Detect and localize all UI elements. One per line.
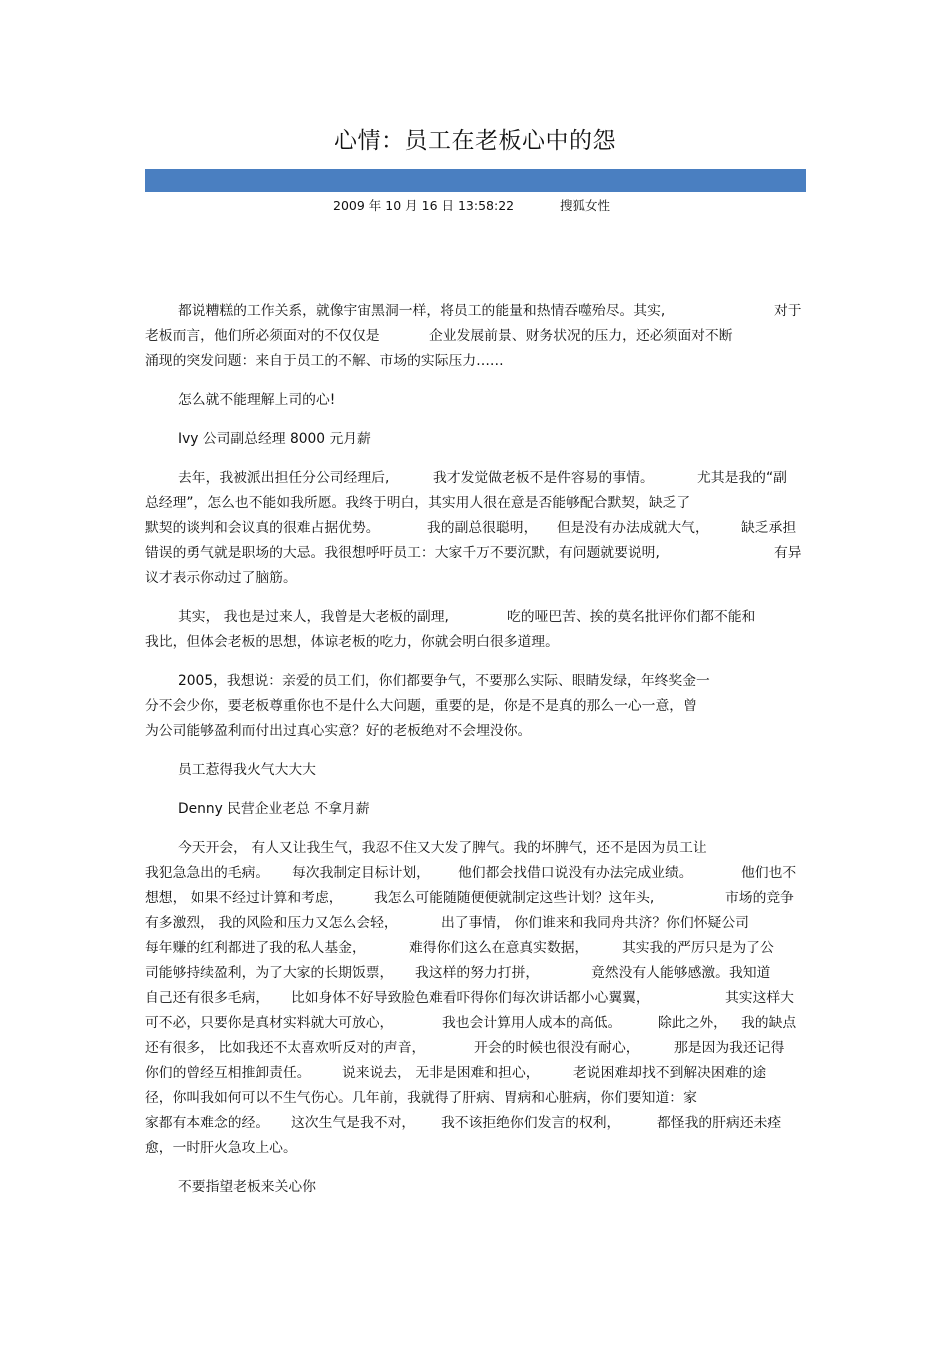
- text-line: 我才发觉做老板不是件容易的事情。: [433, 470, 654, 486]
- publish-date: 2009 年 10 月 16 日 13:58:22: [333, 198, 515, 213]
- text-line: 去年，我被派出担任分公司经理后,: [178, 470, 390, 486]
- text-line: 竟然没有人能够感激。我知道: [591, 965, 771, 981]
- speaker-text: Ivy 公司副总经理 8000 元月薪: [178, 431, 371, 447]
- text-line: 我的缺点: [741, 1015, 797, 1031]
- text-line: 老说困难却找不到解决困难的途: [573, 1065, 767, 1081]
- paragraph-intro: [145, 299, 806, 374]
- title-rule-bar: [145, 169, 806, 192]
- section-heading: [145, 758, 806, 783]
- text-line: 可不必，只要你是真材实料就大可放心，: [145, 1015, 394, 1031]
- text-line: 我比，但体会老板的思想，体谅老板的吃力，你就会明白很多道理。: [145, 634, 559, 650]
- text-line: 其实我的严厉只是为了公: [622, 940, 774, 956]
- text-line: 错误的勇气就是职场的大忌。我很想呼吁员工：大家千万不要沉默，有问题就要说明,: [145, 545, 660, 561]
- speaker-text: Denny 民营企业老总 不拿月薪: [178, 801, 370, 817]
- text-line: 自己还有很多毛病，: [145, 990, 270, 1006]
- heading-text: 怎么就不能理解上司的心!: [178, 392, 336, 408]
- text-line: 总经理”，怎么也不能如我所愿。我终于明白，其实用人很在意是否能够配合默契，缺乏了: [145, 495, 691, 511]
- text-line: 径，你叫我如何可以不生气伤心。几年前，我就得了肝病、胃病和心脏病，你们要知道：家: [145, 1090, 697, 1106]
- paragraph: [145, 605, 806, 655]
- text-line: 对于: [774, 303, 802, 319]
- text-line: 分不会少你，要老板尊重你也不是什么大问题，重要的是，你是不是真的那么一心一意，曾: [145, 698, 697, 714]
- text-line: 企业发展前景、财务状况的压力，还必须面对不断: [429, 328, 733, 344]
- section-heading: [145, 1175, 806, 1200]
- text-line: 除此之外，: [658, 1015, 727, 1031]
- text-line: 今天开会， 有人又让我生气，我忍不住又大发了脾气。我的坏脾气，还不是因为员工让: [178, 840, 707, 856]
- text-line: 他们都会找借口说没有办法完成业绩。: [458, 865, 693, 881]
- text-line: 那是因为我还记得: [674, 1040, 785, 1056]
- text-line: 还有很多， 比如我还不太喜欢听反对的声音，: [145, 1040, 426, 1056]
- text-line: 尤其是我的“副: [697, 470, 787, 486]
- text-line: 家都有本难念的经。: [145, 1115, 270, 1131]
- speaker-line: [145, 427, 806, 452]
- text-line: 这次生气是我不对，: [291, 1115, 416, 1131]
- text-line: 其实这样大: [725, 990, 794, 1006]
- article-title: 心情：员工在老板心中的怨: [334, 128, 616, 154]
- text-line: 出了事情， 你们谁来和我同舟共济？你们怀疑公司: [441, 915, 749, 931]
- text-line: 其实， 我也是过来人，我曾是大老板的副理,: [178, 609, 449, 625]
- text-line: 我也会计算用人成本的高低。: [442, 1015, 622, 1031]
- text-line: 但是没有办法成就大气，: [557, 520, 709, 536]
- text-line: 我不该拒绝你们发言的权利，: [441, 1115, 621, 1131]
- text-line: 我的副总很聪明，: [427, 520, 538, 536]
- text-line: 议才表示你动过了脑筋。: [145, 570, 297, 586]
- text-line: 比如身体不好导致脸色难看吓得你们每次讲话都小心翼翼，: [291, 990, 650, 1006]
- text-line: 吃的哑巴苦、挨的莫名批评你们都不能和: [507, 609, 756, 625]
- text-line: 我怎么可能随随便便就制定这些计划？这年头,: [374, 890, 655, 906]
- text-line: 你们的曾经互相推卸责任。: [145, 1065, 311, 1081]
- paragraph: [145, 466, 806, 591]
- text-line: 说来说去， 无非是困难和担心，: [342, 1065, 540, 1081]
- text-line: 难得你们这么在意真实数据，: [409, 940, 589, 956]
- text-line: 开会的时候也很没有耐心，: [474, 1040, 640, 1056]
- text-line: 都怪我的肝病还未痊: [657, 1115, 782, 1131]
- text-line: 愈，一时肝火急攻上心。: [145, 1140, 297, 1156]
- text-line: 司能够持续盈利，为了大家的长期饭票，: [145, 965, 394, 981]
- text-line: 默契的谈判和会议真的很难占据优势。: [145, 520, 380, 536]
- text-line: 市场的竞争: [725, 890, 794, 906]
- text-line: 缺乏承担: [741, 520, 797, 536]
- text-line: 2005，我想说：亲爱的员工们，你们都要争气，不要那么实际、眼睛发绿，年终奖金一: [178, 673, 710, 689]
- text-line: 我犯急急出的毛病。: [145, 865, 270, 881]
- heading-text: 不要指望老板来关心你: [178, 1179, 316, 1195]
- text-line: 有异: [774, 545, 802, 561]
- text-line: 我这样的努力打拼，: [415, 965, 540, 981]
- text-line: 他们也不: [741, 865, 797, 881]
- text-line: 老板而言，他们所必须面对的不仅仅是: [145, 328, 380, 344]
- text-line: 有多激烈， 我的风险和压力又怎么会轻，: [145, 915, 398, 931]
- text-line: 为公司能够盈利而付出过真心实意？好的老板绝对不会埋没你。: [145, 723, 532, 739]
- heading-text: 员工惹得我火气大大大: [178, 762, 316, 778]
- paragraph: [145, 669, 806, 744]
- speaker-line: [145, 797, 806, 822]
- text-line: 都说糟糕的工作关系，就像宇宙黑洞一样，将员工的能量和热情吞噬殆尽。其实,: [178, 303, 666, 319]
- article-body: [145, 299, 806, 1200]
- article-source: 搜狐女性: [560, 198, 611, 213]
- text-line: 涌现的突发问题：来自于员工的不解、市场的实际压力……: [145, 353, 504, 369]
- paragraph: [145, 836, 806, 1161]
- text-line: 每次我制定目标计划，: [292, 865, 430, 881]
- text-line: 每年赚的红利都进了我的私人基金，: [145, 940, 366, 956]
- section-heading: [145, 388, 806, 413]
- text-line: 想想， 如果不经过计算和考虑，: [145, 890, 343, 906]
